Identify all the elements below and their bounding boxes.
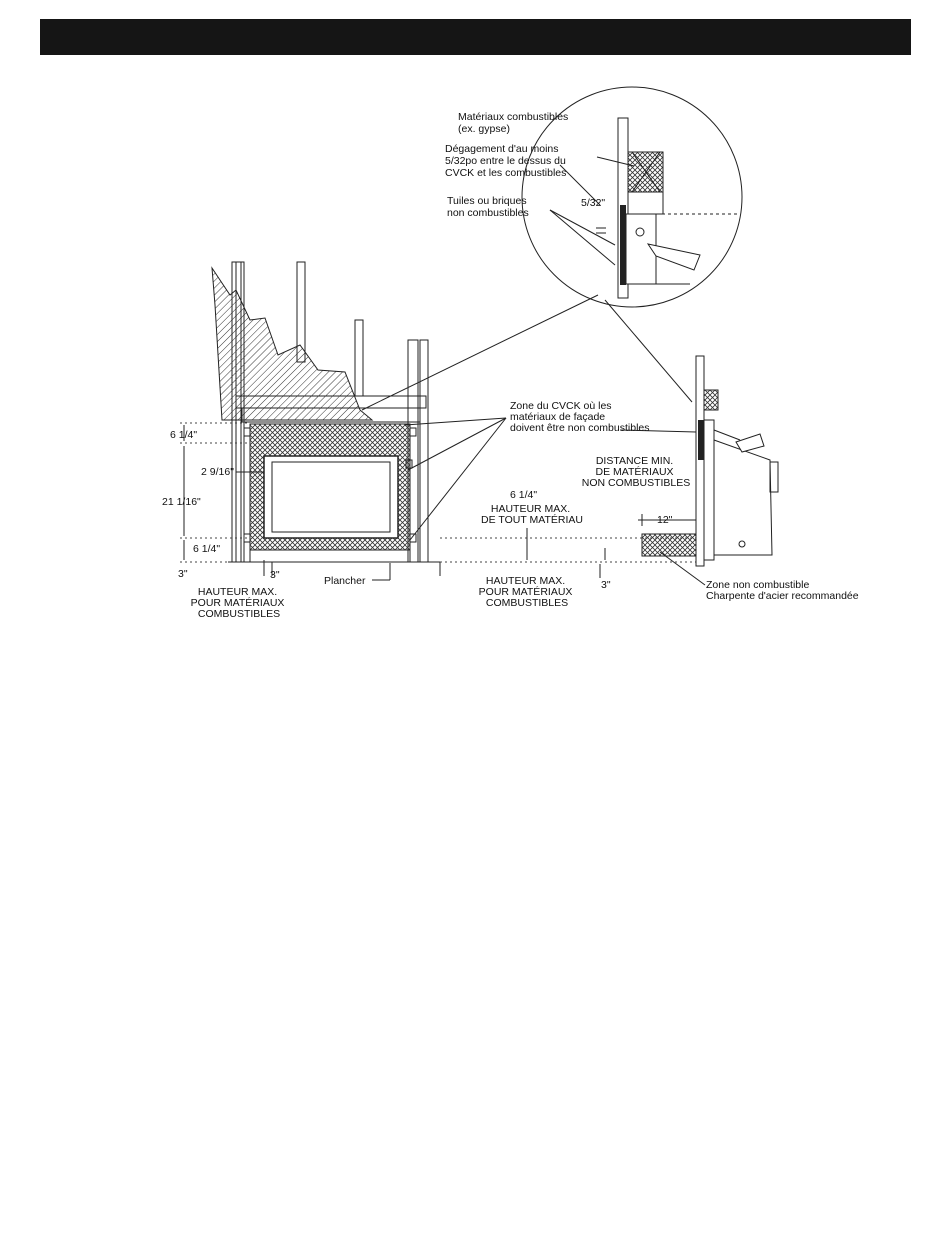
svg-text:Zone du CVCK où les maté [510, 400, 650, 434]
middle-dim-bottom: 3" [601, 579, 611, 591]
side-min-distance-line2: DE MATÉRIAUX [595, 466, 674, 478]
side-zone-line2: Charpente d'acier recommandée [706, 590, 859, 602]
combustible-materials-line2: (ex. gypse) [458, 123, 510, 135]
svg-text:DISTANCE MIN. DE MATÉRIA [582, 455, 691, 489]
zone-note-line1: Zone du CVCK où les [510, 400, 612, 412]
detail-clearance-dim: 5/32" [581, 197, 606, 209]
front-max-height-line1: HAUTEUR MAX. [197, 586, 278, 598]
front-max-height-line2: POUR MATÉRIAUX [190, 597, 285, 609]
front-dim-base-left: 3" [178, 568, 188, 580]
front-dim-top: 6 1/4" [170, 429, 198, 441]
zone-note-line2: matériaux de façade [510, 411, 606, 423]
middle-max-comb-line2: POUR MATÉRIAUX [478, 586, 573, 598]
side-zone-line1: Zone non combustible [706, 579, 810, 591]
side-min-distance-line1: DISTANCE MIN. [595, 455, 674, 467]
front-dim-side: 2 9/16" [201, 466, 234, 478]
floor-label: Plancher [324, 575, 366, 587]
middle-max-comb-line1: HAUTEUR MAX. [485, 575, 566, 587]
svg-text:HAUTEUR MAX. POUR MATÉRI [191, 586, 288, 620]
zone-note-line3: doivent être non combustibles [510, 422, 650, 434]
svg-text:HAUTEUR MAX. POUR MATÉRI [479, 575, 576, 609]
svg-text:HAUTEUR MAX. DE TOUT MAT [481, 503, 583, 526]
svg-text:Dégagement d'au moins 5/ [445, 143, 569, 179]
middle-max-all-line2: DE TOUT MATÉRIAU [481, 514, 583, 526]
middle-max-comb-line3: COMBUSTIBLES [485, 597, 569, 609]
clearance-note-line2: 5/32po entre le dessus du [445, 155, 566, 167]
front-view [162, 262, 440, 620]
clearance-note-line3: CVCK et les combustibles [445, 167, 567, 179]
front-dim-height: 21 1/16" [162, 496, 201, 508]
combustible-materials-line1: Matériaux combustibles [458, 111, 569, 123]
tiles-label-line2: non combustibles [447, 207, 529, 219]
side-min-distance-line3: NON COMBUSTIBLES [581, 477, 691, 489]
detail-circle [445, 87, 742, 307]
tiles-label-line1: Tuiles ou briques [447, 195, 527, 207]
clearance-note-line1: Dégagement d'au moins [445, 143, 559, 155]
side-view [582, 356, 859, 602]
front-dim-bottom: 6 1/4" [193, 543, 221, 555]
svg-text:Tuiles ou briques non co [447, 195, 530, 219]
side-dim-distance: 12" [657, 514, 673, 526]
middle-dim-top: 6 1/4" [510, 489, 538, 501]
svg-text:Zone non combustible Cha [706, 579, 859, 602]
front-max-height-line3: COMBUSTIBLES [197, 608, 281, 620]
front-dim-base-center: 3" [270, 569, 280, 581]
middle-max-all-line1: HAUTEUR MAX. [490, 503, 571, 515]
